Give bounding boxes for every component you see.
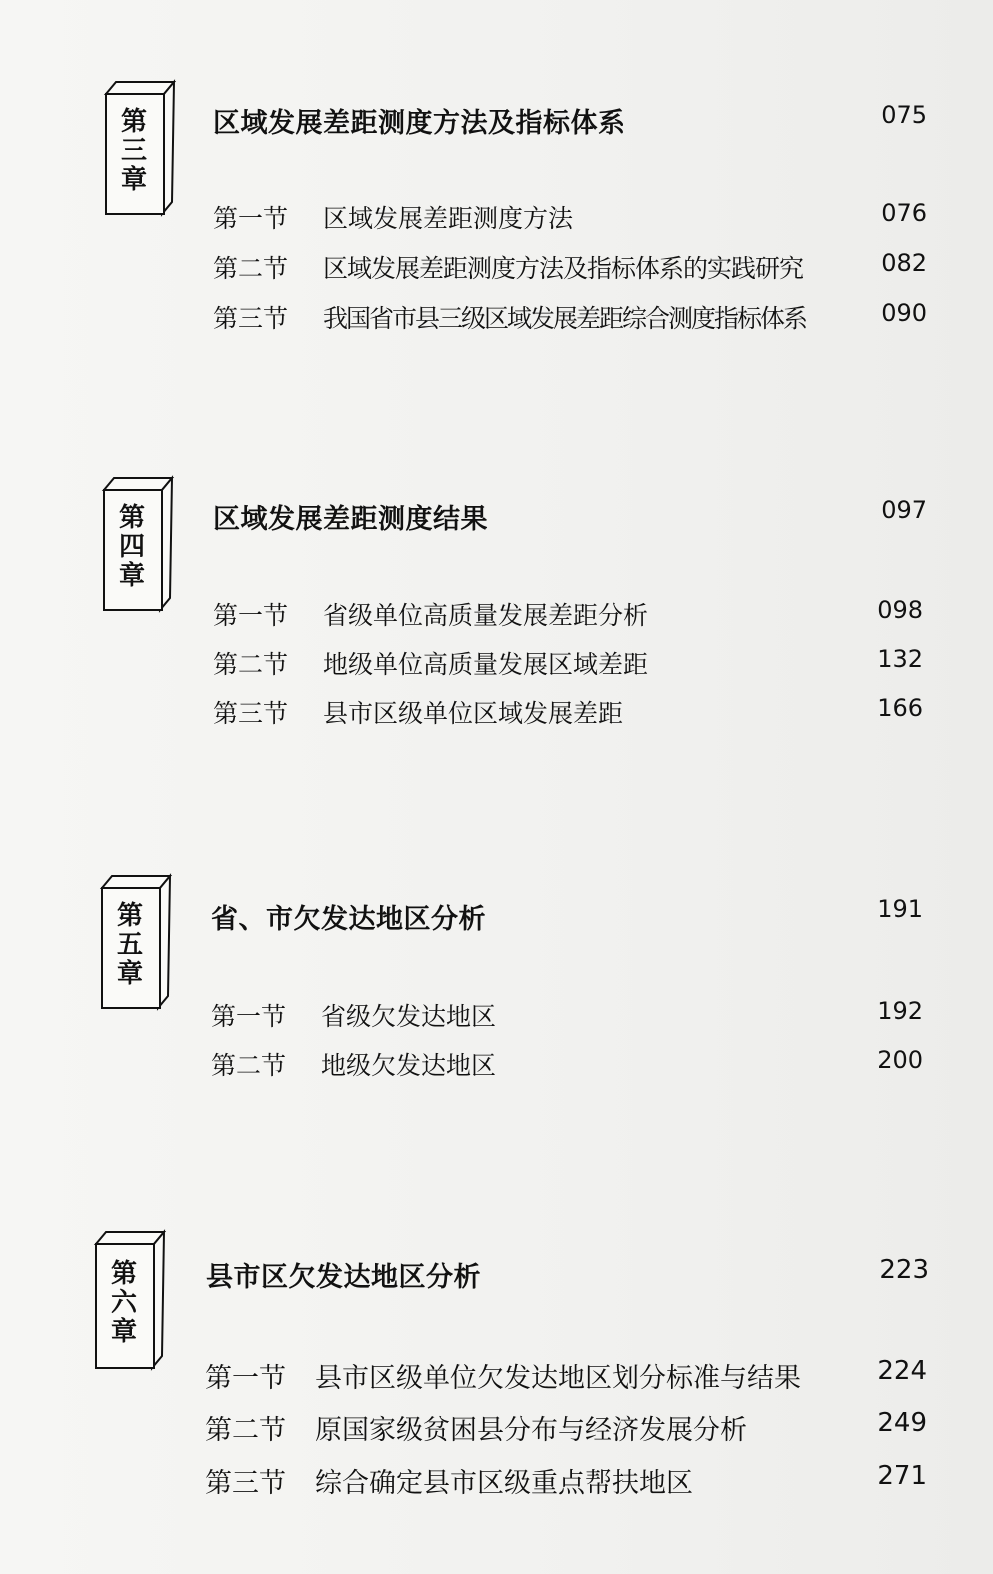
section-label: 第一节 <box>213 204 289 233</box>
section-title: 我国省市县三级区域发展差距综合测度指标体系 <box>323 304 807 333</box>
section-title: 省级单位高质量发展差距分析 <box>323 601 649 630</box>
section-title: 县市区级单位欠发达地区划分标准与结果 <box>315 1363 801 1394</box>
section-entry[interactable] <box>213 199 927 239</box>
chapter-title[interactable]: 县市区欠发达地区分析 <box>206 1262 481 1293</box>
section-entry[interactable] <box>211 997 923 1037</box>
chapter-page-number: 097 <box>881 496 927 524</box>
section-page-number: 098 <box>877 596 923 624</box>
chapter-title[interactable]: 省、市欠发达地区分析 <box>211 904 486 935</box>
section-label: 第二节 <box>213 650 289 679</box>
section-page-number: 249 <box>877 1408 927 1438</box>
section-label: 第三节 <box>213 304 289 333</box>
section-page-number: 076 <box>881 199 927 227</box>
section-entry[interactable] <box>213 694 923 734</box>
section-page-number: 166 <box>877 694 923 722</box>
chapter-title[interactable]: 区域发展差距测度结果 <box>213 504 488 535</box>
section-entry[interactable] <box>213 645 923 685</box>
section-page-number: 200 <box>877 1046 923 1074</box>
section-title: 区域发展差距测度方法及指标体系的实践研究 <box>323 254 804 283</box>
section-entry[interactable] <box>211 1046 923 1086</box>
chapter-badge-label: 第 五 章 <box>116 901 143 989</box>
section-page-number: 090 <box>881 299 927 327</box>
section-page-number: 082 <box>881 249 927 277</box>
section-label: 第一节 <box>211 1002 287 1031</box>
chapter-badge-label: 第 六 章 <box>110 1259 137 1347</box>
section-label: 第二节 <box>205 1415 286 1446</box>
section-label: 第三节 <box>213 699 289 728</box>
section-label: 第一节 <box>205 1363 286 1394</box>
chapter-title[interactable]: 区域发展差距测度方法及指标体系 <box>213 108 626 139</box>
section-title: 综合确定县市区级重点帮扶地区 <box>315 1468 693 1499</box>
section-entry[interactable] <box>213 299 927 339</box>
section-page-number: 271 <box>877 1461 927 1491</box>
section-entry[interactable] <box>213 249 927 289</box>
section-label: 第二节 <box>211 1051 287 1080</box>
section-label: 第二节 <box>213 254 289 283</box>
chapter-badge-label: 第 四 章 <box>118 503 145 591</box>
section-page-number: 224 <box>877 1356 927 1386</box>
section-title: 区域发展差距测度方法 <box>323 204 574 233</box>
chapter-page-number: 191 <box>877 895 923 923</box>
section-title: 县市区级单位区域发展差距 <box>323 699 624 728</box>
section-entry[interactable] <box>205 1356 927 1396</box>
section-label: 第一节 <box>213 601 289 630</box>
section-entry[interactable] <box>205 1461 927 1501</box>
section-page-number: 132 <box>877 645 923 673</box>
chapter-page-number: 223 <box>879 1255 929 1285</box>
section-title: 地级欠发达地区 <box>321 1051 497 1080</box>
section-title: 原国家级贫困县分布与经济发展分析 <box>315 1415 747 1446</box>
chapter-badge-label: 第 三 章 <box>120 107 147 195</box>
section-label: 第三节 <box>205 1468 286 1499</box>
section-page-number: 192 <box>877 997 923 1025</box>
section-entry[interactable] <box>205 1408 927 1448</box>
chapter-page-number: 075 <box>881 101 927 129</box>
section-title: 省级欠发达地区 <box>321 1002 497 1031</box>
section-title: 地级单位高质量发展区域差距 <box>323 650 649 679</box>
section-entry[interactable] <box>213 596 923 636</box>
